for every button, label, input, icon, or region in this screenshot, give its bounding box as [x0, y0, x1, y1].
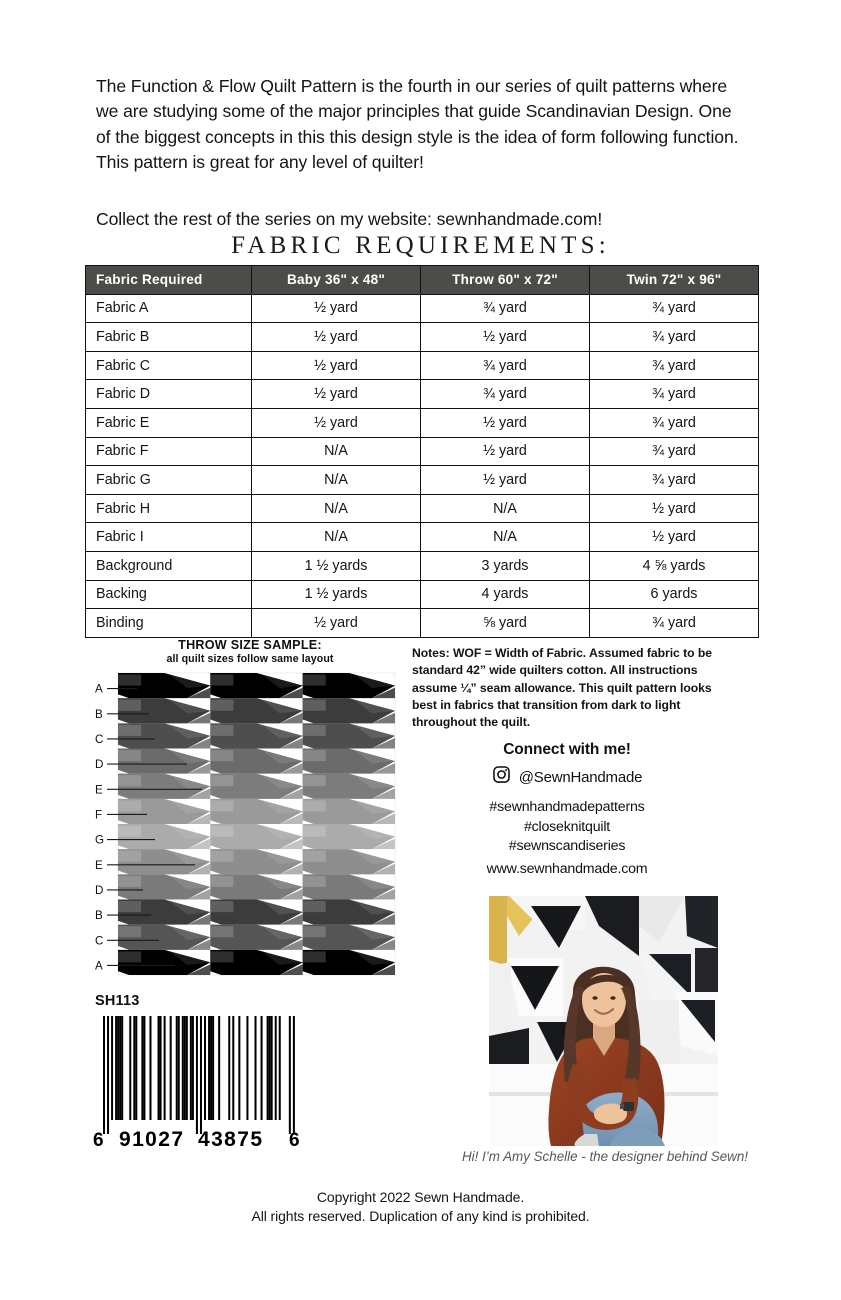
quilt-shape-facet	[118, 750, 141, 761]
collect-series-line: Collect the rest of the series on my website: sewnhandmade.com!	[96, 209, 603, 229]
quilt-shape-facet	[210, 750, 233, 761]
quilt-shape-facet	[303, 675, 326, 686]
quilt-shape-facet	[210, 700, 233, 711]
upc-barcode	[93, 1010, 343, 1180]
barcode-bar	[293, 1016, 295, 1134]
baby-size-cell: ½ yard	[252, 351, 421, 380]
barcode-bar	[158, 1016, 160, 1120]
website-url[interactable]: www.sewnhandmade.com	[486, 861, 648, 877]
twin-size-cell: ¾ yard	[590, 609, 759, 638]
table-row	[86, 580, 759, 609]
barcode-bar	[267, 1016, 269, 1120]
twin-size-cell: ¾ yard	[590, 323, 759, 352]
throw-size-cell: ½ yard	[421, 437, 590, 466]
barcode-bar	[143, 1016, 145, 1120]
twin-size-cell: ¾ yard	[590, 408, 759, 437]
baby-size-cell: 1 ½ yards	[252, 551, 421, 580]
hashtag-item: #closeknitquilt	[523, 818, 611, 835]
fabric-requirements-title: FABRIC REQUIREMENTS:	[231, 232, 610, 259]
baby-size-cell: N/A	[252, 437, 421, 466]
twin-size-cell: ¾ yard	[590, 380, 759, 409]
barcode-bar	[129, 1016, 131, 1120]
throw-size-cell: ¾ yard	[421, 380, 590, 409]
column-header-baby: Baby 36" x 48"	[252, 266, 421, 295]
baby-size-cell: ½ yard	[252, 380, 421, 409]
quilt-shape-facet	[303, 901, 326, 912]
table-row	[86, 551, 759, 580]
quilt-row-label: C	[95, 732, 104, 746]
twin-size-cell: ¾ yard	[590, 351, 759, 380]
barcode-bar	[170, 1016, 172, 1120]
barcode-bar	[141, 1016, 143, 1120]
barcode-bar	[269, 1016, 271, 1120]
quilt-shape-facet	[303, 876, 326, 887]
throw-size-cell: N/A	[421, 523, 590, 552]
hashtag-list	[412, 798, 722, 857]
barcode-digit-left: 6	[93, 1130, 105, 1151]
barcode-bar	[164, 1016, 166, 1120]
fabric-name-cell: Fabric A	[86, 294, 252, 323]
column-header-fabric: Fabric Required	[86, 266, 252, 295]
barcode-bar	[204, 1016, 206, 1120]
quilt-shape-facet	[210, 901, 233, 912]
quilt-diagram-svg	[85, 663, 405, 988]
table-row	[86, 609, 759, 638]
throw-size-cell: ½ yard	[421, 466, 590, 495]
barcode-bar	[232, 1016, 234, 1120]
quilt-shape-facet	[210, 800, 233, 811]
quilt-row-label: F	[95, 808, 103, 822]
barcode-bar	[261, 1016, 263, 1120]
table-row	[86, 466, 759, 495]
quilt-shape-facet	[303, 725, 326, 736]
connect-heading: Connect with me!	[503, 741, 631, 758]
barcode-bar	[115, 1016, 117, 1120]
fabric-name-cell: Fabric E	[86, 408, 252, 437]
quilt-shape-facet	[303, 800, 326, 811]
barcode-bar	[160, 1016, 162, 1120]
barcode-bar	[279, 1016, 281, 1120]
quilt-shape-facet	[303, 826, 326, 837]
barcode-bar	[135, 1016, 137, 1120]
instagram-icon[interactable]	[492, 765, 511, 789]
quilt-shape-facet	[118, 700, 141, 711]
barcode-bar	[255, 1016, 257, 1120]
barcode-bar	[182, 1016, 184, 1120]
barcode-bar	[289, 1016, 291, 1134]
fabric-name-cell: Fabric D	[86, 380, 252, 409]
instagram-handle[interactable]: @SewnHandmade	[518, 768, 643, 786]
barcode-bar	[212, 1016, 214, 1120]
quilt-row-label: D	[95, 883, 104, 897]
barcode-bar	[228, 1016, 230, 1120]
sample-subheading: all quilt sizes follow same layout	[166, 653, 334, 665]
table-row	[86, 380, 759, 409]
quilt-shape-facet	[118, 951, 141, 962]
notes-label: Notes:	[412, 646, 450, 660]
baby-size-cell: ½ yard	[252, 323, 421, 352]
table-row	[86, 408, 759, 437]
fabric-requirements-table	[85, 265, 759, 638]
barcode-bar	[208, 1016, 210, 1120]
fabric-name-cell: Backing	[86, 580, 252, 609]
quilt-shape-facet	[303, 700, 326, 711]
quilt-shape-facet	[118, 775, 141, 786]
fabric-name-cell: Binding	[86, 609, 252, 638]
barcode-bar	[103, 1016, 105, 1134]
twin-size-cell: 6 yards	[590, 580, 759, 609]
throw-size-cell: 4 yards	[421, 580, 590, 609]
barcode-bar	[210, 1016, 212, 1120]
quilt-row-label: G	[95, 833, 105, 847]
quilt-row-label: E	[95, 858, 103, 872]
quilt-row-label: D	[95, 758, 104, 772]
barcode-bar	[246, 1016, 248, 1120]
barcode-bar	[107, 1016, 109, 1134]
barcode-bar	[178, 1016, 180, 1120]
table-row	[86, 494, 759, 523]
fabric-name-cell: Background	[86, 551, 252, 580]
quilt-shape-facet	[210, 876, 233, 887]
barcode-bar	[111, 1016, 113, 1120]
quilt-row-label: E	[95, 783, 103, 797]
baby-size-cell: ½ yard	[252, 408, 421, 437]
table-row	[86, 294, 759, 323]
fabric-name-cell: Fabric B	[86, 323, 252, 352]
table-row	[86, 523, 759, 552]
quilt-shape-facet	[303, 775, 326, 786]
twin-size-cell: ½ yard	[590, 523, 759, 552]
quilt-shape-facet	[118, 826, 141, 837]
quilt-row-label: B	[95, 909, 103, 923]
barcode-bar	[190, 1016, 192, 1120]
baby-size-cell: N/A	[252, 466, 421, 495]
instagram-row[interactable]	[412, 765, 722, 789]
twin-size-cell: ¾ yard	[590, 437, 759, 466]
copyright-line-1: Copyright 2022 Sewn Handmade.	[316, 1189, 525, 1205]
intro-paragraph: The Function & Flow Quilt Pattern is the fourth in our series of quilt patterns where we are studying some of the major principles that guide Scandinavian Design. One of the biggest concepts in this this design style is the idea of form following function. This pattern is great for any level of quilter!	[96, 76, 739, 172]
fabric-name-cell: Fabric C	[86, 351, 252, 380]
sample-heading: THROW SIZE SAMPLE:	[178, 638, 322, 652]
quilt-shape-facet	[210, 951, 233, 962]
barcode-bar	[275, 1016, 277, 1120]
barcode-bar	[200, 1016, 202, 1134]
fabric-name-cell: Fabric I	[86, 523, 252, 552]
baby-size-cell: N/A	[252, 523, 421, 552]
baby-size-cell: ½ yard	[252, 294, 421, 323]
barcode-svg	[93, 1010, 343, 1180]
quilt-shape-facet	[303, 926, 326, 937]
barcode-bar	[238, 1016, 240, 1120]
table-row	[86, 437, 759, 466]
hashtag-item: #sewnhandmadepatterns	[489, 799, 645, 815]
barcode-bar	[119, 1016, 121, 1120]
barcode-bar	[184, 1016, 186, 1120]
twin-size-cell: ¾ yard	[590, 294, 759, 323]
throw-size-cell: ½ yard	[421, 408, 590, 437]
twin-size-cell: ½ yard	[590, 494, 759, 523]
throw-size-cell: ⅝ yard	[421, 609, 590, 638]
baby-size-cell: 1 ½ yards	[252, 580, 421, 609]
fabric-name-cell: Fabric F	[86, 437, 252, 466]
barcode-bar	[271, 1016, 273, 1120]
quilt-shape-facet	[303, 951, 326, 962]
barcode-bar	[186, 1016, 188, 1120]
quilt-shape-facet	[118, 901, 141, 912]
photo-caption: Hi! I’m Amy Schelle - the designer behind Sewn!	[461, 1149, 749, 1164]
quilt-shape-facet	[303, 851, 326, 862]
quilt-shape-facet	[118, 851, 141, 862]
quilt-shape-facet	[118, 800, 141, 811]
quilt-shape-facet	[210, 775, 233, 786]
notes-body: WOF = Width of Fabric. Assumed fabric to be standard 42” wide quilters cotton. All instructions assume ¼” seam allowance. This quilt pattern looks best in fabrics that transition from dark to light throughout the quilt.	[412, 646, 712, 730]
notes-text	[412, 645, 722, 732]
barcode-digits-left-group: 91027	[119, 1128, 185, 1151]
table-row	[86, 351, 759, 380]
copyright-footer	[0, 1188, 841, 1227]
quilt-shape-facet	[210, 725, 233, 736]
twin-size-cell: 4 ⅝ yards	[590, 551, 759, 580]
barcode-digits-right-group: 43875	[198, 1128, 264, 1151]
table-body	[86, 294, 759, 637]
quilt-shape-facet	[210, 675, 233, 686]
fabric-name-cell: Fabric H	[86, 494, 252, 523]
barcode-bar	[192, 1016, 194, 1120]
quilt-shape-facet	[118, 876, 141, 887]
designer-photo	[489, 896, 718, 1146]
quilt-layout-diagram	[85, 663, 405, 993]
baby-size-cell: N/A	[252, 494, 421, 523]
quilt-shape-facet	[118, 926, 141, 937]
designer-photo-illustration	[489, 896, 718, 1146]
barcode-bar	[196, 1016, 198, 1134]
throw-size-cell: ¾ yard	[421, 351, 590, 380]
quilt-shape-facet	[210, 926, 233, 937]
throw-size-cell: 3 yards	[421, 551, 590, 580]
barcode-bar	[117, 1016, 119, 1120]
sku-code: SH113	[95, 993, 140, 1009]
fabric-name-cell: Fabric G	[86, 466, 252, 495]
twin-size-cell: ¾ yard	[590, 466, 759, 495]
table-row	[86, 323, 759, 352]
throw-size-cell: N/A	[421, 494, 590, 523]
quilt-row-label: B	[95, 707, 103, 721]
table-header-row	[86, 266, 759, 295]
barcode-bar	[121, 1016, 123, 1120]
hashtag-item: #sewnscandiseries	[508, 838, 626, 855]
barcode-bar	[176, 1016, 178, 1120]
quilt-row-label: A	[95, 682, 103, 696]
quilt-row-label: C	[95, 934, 104, 948]
copyright-line-2: All rights reserved. Duplication of any kind is prohibited.	[251, 1208, 590, 1225]
column-header-twin: Twin 72" x 96"	[590, 266, 759, 295]
throw-size-cell: ¾ yard	[421, 294, 590, 323]
quilt-shape-facet	[210, 826, 233, 837]
barcode-bar	[133, 1016, 135, 1120]
barcode-digit-right: 6	[289, 1130, 301, 1151]
throw-size-cell: ½ yard	[421, 323, 590, 352]
quilt-shape-facet	[118, 675, 141, 686]
quilt-shape-facet	[118, 725, 141, 736]
column-header-throw: Throw 60" x 72"	[421, 266, 590, 295]
quilt-row-label: A	[95, 959, 103, 973]
baby-size-cell: ½ yard	[252, 609, 421, 638]
quilt-shape-facet	[210, 851, 233, 862]
quilt-shape-facet	[303, 750, 326, 761]
barcode-bar	[218, 1016, 220, 1120]
barcode-bar	[149, 1016, 151, 1120]
